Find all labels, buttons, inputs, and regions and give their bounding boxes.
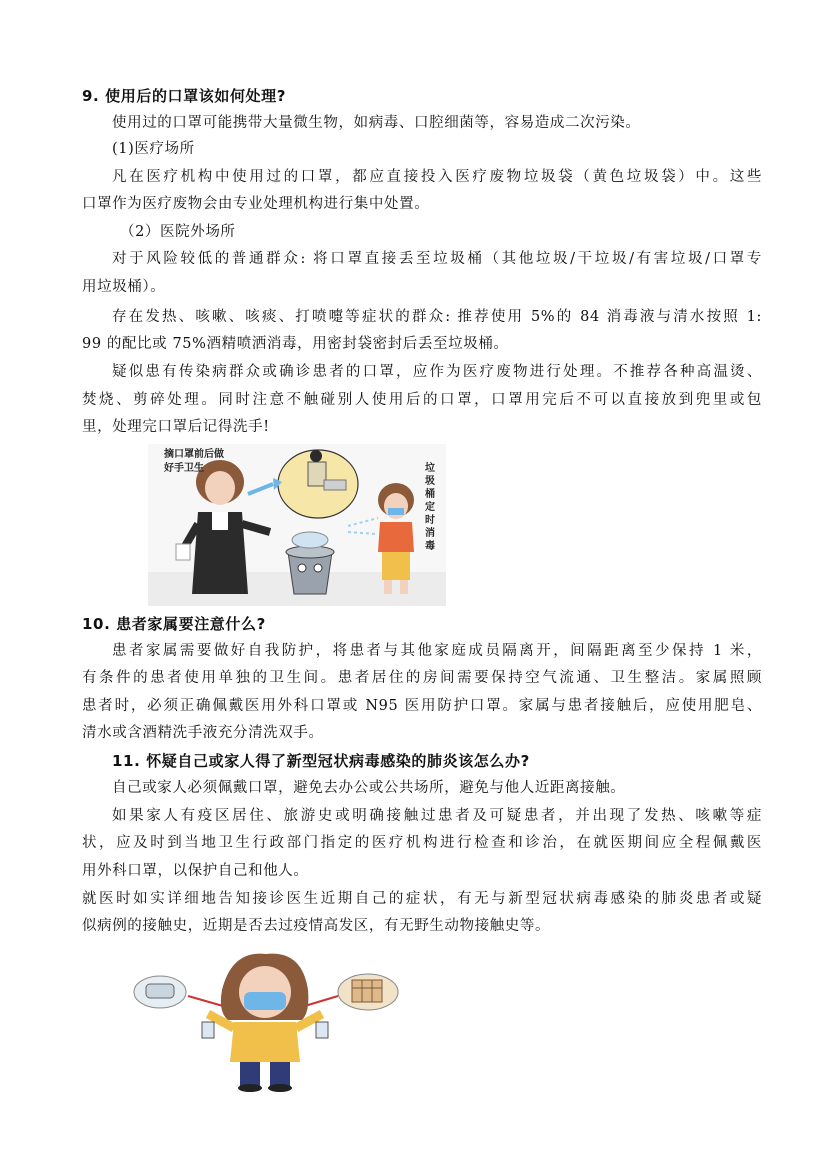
q11-line6: 似病例的接触史，近期是否去过疫情高发区，有无野生动物接触史等。 — [82, 918, 551, 934]
q9-intro: 使用过的口罩可能携带大量微生物，如病毒、口腔细菌等，容易造成二次污染。 — [112, 115, 641, 131]
q9-p3-line2: 99 的配比或 75%酒精喷洒消毒，用密封袋密封后丢至垃圾桶。 — [82, 336, 509, 352]
q9-p4-line3: 里，处理完口罩后记得洗手! — [82, 419, 270, 435]
q9-p2-line2: 用垃圾桶）。 — [82, 279, 166, 295]
mask-disposal-illustration — [148, 444, 446, 606]
q11-line5: 就医时如实详细地告知接诊医生近期自己的症状，有无与新型冠状病毒感染的肺炎患者或疑 — [82, 891, 762, 907]
q9-p2-line1: 对于风险较低的普通群众: 将口罩直接丢至垃圾桶（其他垃圾/干垃圾/有害垃圾/口罩专 — [112, 251, 762, 267]
q10-line2: 有条件的患者使用单独的卫生间。患者居住的房间需要保持空气流通、卫生整洁。家属照顾 — [82, 670, 762, 686]
q9-p1-line1: 凡在医疗机构中使用过的口罩，都应直接投入医疗废物垃圾袋（黄色垃圾袋）中。这些 — [112, 169, 762, 185]
q11-line2: 如果家人有疫区居住、旅游史或明确接触过患者及可疑患者，并出现了发热、咳嗽等症 — [112, 808, 762, 824]
q9-p4-line1: 疑似患有传染病群众或确诊患者的口罩，应作为医疗废物进行处理。不推荐各种高温烫、 — [112, 364, 762, 380]
q9-title: 9. 使用后的口罩该如何处理? — [82, 87, 287, 105]
caption-bin-disinfect: 垃圾桶定时消毒 — [425, 463, 435, 552]
q11-line1: 自己或家人必须佩戴口罩，避免去办公或公共场所，避免与他人近距离接触。 — [112, 780, 626, 796]
q10-line3: 患者时，必须正确佩戴医用外科口罩或 N95 医用防护口罩。家属与患者接触后，应使用肥皂、 — [82, 698, 762, 714]
q9-sub1: (1)医疗场所 — [112, 141, 195, 157]
q11-line3: 状，应及时到当地卫生行政部门指定的医疗机构进行检查和诊治，在就医期间应全程佩戴医 — [82, 835, 762, 851]
caption-hand-hygiene: 摘口罩前后做好手卫生 — [164, 449, 224, 474]
q9-p4-line2: 焚烧、剪碎处理。同时注意不触碰别人使用后的口罩，口罩用完后不可以直接放到兜里或包 — [82, 392, 762, 408]
q10-line4: 清水或含酒精洗手液充分清洗双手。 — [82, 725, 324, 741]
q11-line4: 用外科口罩，以保护自己和他人。 — [82, 863, 309, 879]
q11-title: 11. 怀疑自己或家人得了新型冠状病毒感染的肺炎该怎么办? — [112, 752, 530, 770]
masked-woman-drawing — [132, 950, 400, 1092]
q9-p1-line2: 口罩作为医疗废物会由专业处理机构进行集中处置。 — [82, 196, 430, 212]
q9-sub2: （2）医院外场所 — [120, 224, 236, 240]
q10-title: 10. 患者家属要注意什么? — [82, 615, 266, 633]
q10-line1: 患者家属需要做好自我防护，将患者与其他家庭成员隔离开，间隔距离至少保持 1 米， — [112, 643, 762, 659]
q9-p3-line1: 存在发热、咳嗽、咳痰、打喷嚏等症状的群众: 推荐使用 5%的 84 消毒液与清水按照 1: — [112, 309, 762, 325]
masked-woman-illustration — [132, 950, 400, 1092]
